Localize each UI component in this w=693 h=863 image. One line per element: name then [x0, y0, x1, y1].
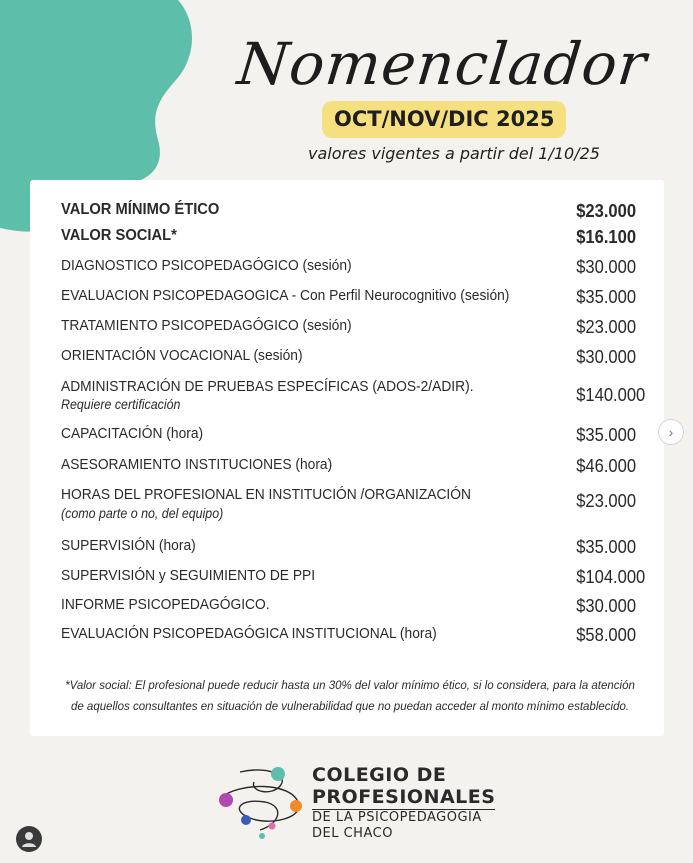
social-value-footnote	[50, 676, 650, 718]
rate-label: ASESORAMIENTO INSTITUCIONES (hora)	[61, 456, 333, 473]
rate-value: $30.000	[576, 257, 637, 277]
rate-label: EVALUACIÓN PSICOPEDAGÓGICA INSTITUCIONAL (hora)	[61, 625, 437, 642]
chevron-right-icon: ›	[668, 424, 674, 440]
rate-value: $46.000	[576, 456, 637, 476]
rate-label: ADMINISTRACIÓN DE PRUEBAS ESPECÍFICAS (ADOS-2/ADIR).	[61, 378, 474, 395]
rate-label: EVALUACION PSICOPEDAGOGICA - Con Perfil Neurocognitivo (sesión)	[61, 287, 510, 304]
rate-value: $35.000	[576, 537, 637, 557]
rate-value: $35.000	[576, 425, 637, 445]
person-icon	[16, 826, 42, 852]
rate-value: $140.000	[576, 385, 646, 405]
rate-label: SUPERVISIÓN (hora)	[61, 537, 196, 554]
footnote-line: *Valor social: El profesional puede reducir hasta un 30% del valor mínimo ético, si lo considera, para la atención	[65, 680, 635, 692]
rate-value: $23.000	[576, 201, 637, 221]
rate-value: $104.000	[576, 567, 646, 587]
rate-value: $30.000	[576, 596, 637, 616]
rate-value: $35.000	[576, 287, 637, 307]
rate-label: CAPACITACIÓN (hora)	[61, 425, 204, 442]
period-badge: OCT/NOV/DIC 2025	[322, 101, 566, 138]
rate-label: VALOR MÍNIMO ÉTICO	[61, 201, 220, 218]
rate-value: $23.000	[576, 317, 637, 337]
page-title: Nomenclador	[234, 30, 651, 98]
user-avatar-icon[interactable]	[16, 826, 42, 852]
rate-label: DIAGNOSTICO PSICOPEDAGÓGICO (sesión)	[61, 257, 352, 274]
rate-label: SUPERVISIÓN y SEGUIMIENTO DE PPI	[61, 567, 316, 584]
logo-line: DEL CHACO	[312, 826, 393, 841]
rate-value: $23.000	[576, 491, 637, 511]
rate-sublabel: Requiere certificación	[61, 397, 181, 412]
rates-card	[30, 180, 664, 736]
college-logo-text	[312, 764, 495, 842]
logo-line: COLEGIO DE	[312, 764, 447, 786]
rate-label: VALOR SOCIAL*	[61, 227, 177, 244]
rate-label: ORIENTACIÓN VOCACIONAL (sesión)	[61, 347, 303, 364]
logo-line: PROFESIONALES	[312, 786, 496, 808]
validity-subtitle: valores vigentes a partir del 1/10/25	[308, 144, 600, 163]
rate-label: INFORME PSICOPEDAGÓGICO.	[61, 596, 270, 613]
rate-label: TRATAMIENTO PSICOPEDAGÓGICO (sesión)	[61, 317, 352, 334]
next-slide-button[interactable]	[658, 419, 684, 445]
college-logo-icon	[210, 762, 310, 844]
rate-label: HORAS DEL PROFESIONAL EN INSTITUCIÓN /ORGANIZACIÓN	[61, 486, 471, 503]
rate-value: $30.000	[576, 347, 637, 367]
rate-sublabel: (como parte o no, del equipo)	[61, 506, 224, 521]
footnote-line: de aquellos consultantes en situación de vulnerabilidad que no puedan acceder al monto mínimo establecido.	[70, 701, 630, 713]
logo-line: DE LA PSICOPEDAGOGIA	[312, 810, 482, 825]
rate-value: $16.100	[576, 227, 637, 247]
rate-value: $58.000	[576, 625, 637, 645]
